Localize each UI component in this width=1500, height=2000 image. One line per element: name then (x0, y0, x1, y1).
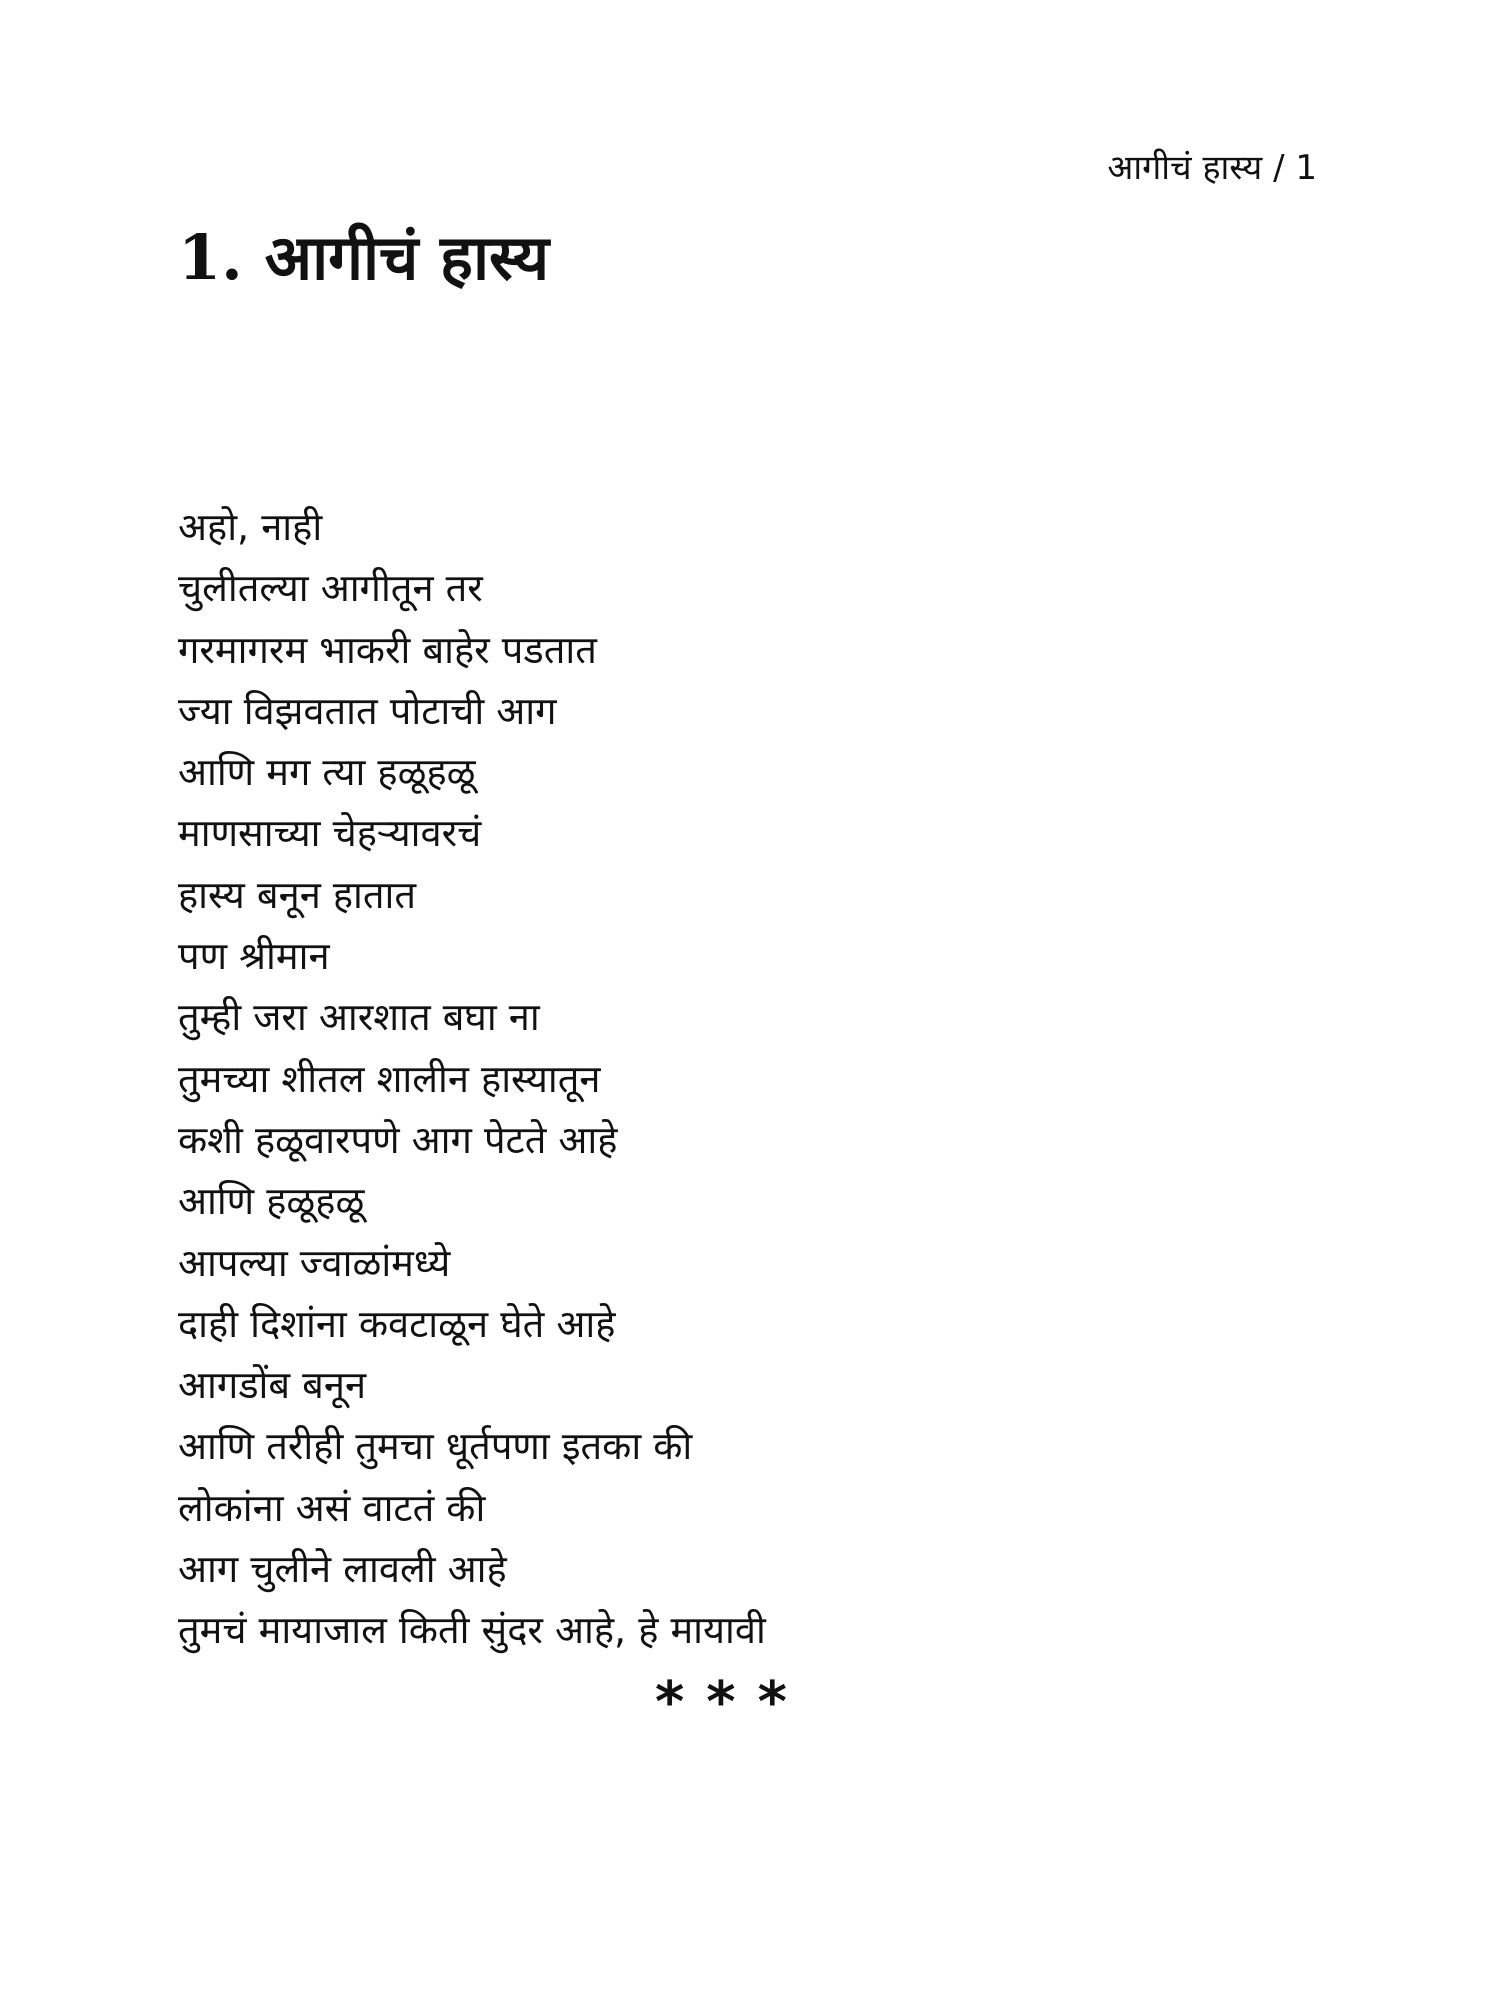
poem-line: अहो, नाही (178, 505, 323, 549)
poem-line: ज्या विझवतात पोटाची आग (178, 688, 557, 733)
chapter-number: 1. (178, 221, 243, 294)
poem-line: आणि हळूहळू (178, 1179, 365, 1224)
poem-line: तुमच्या शीतल शालीन हास्यातून (178, 1056, 601, 1101)
poem-line: गरमागरम भाकरी बाहेर पडतात (178, 627, 597, 672)
poem-line: दाही दिशांना कवटाळून घेते आहे (178, 1301, 616, 1346)
chapter-title: आगीचं हास्य (264, 221, 550, 294)
poem-line: माणसाच्या चेहऱ्यावरचं (178, 811, 482, 856)
poem-line: कशी हळूवारपणे आग पेटते आहे (178, 1117, 618, 1162)
running-header (1107, 146, 1317, 190)
poem-line: आगडोंब बनून (178, 1363, 367, 1408)
poem-line: लोकांना असं वाटतं की (178, 1485, 486, 1530)
poem-line: पण श्रीमान (178, 934, 330, 979)
poem-line: चुलीतल्या आगीतून तर (178, 566, 483, 611)
poem-line: आणि तरीही तुमचा धूर्तपणा इतका की (178, 1424, 693, 1469)
poem-line: आग चुलीने लावली आहे (178, 1547, 507, 1592)
poem-line: आणि मग त्या हळूहळू (178, 750, 476, 795)
end-ornament: *** (655, 1670, 809, 1735)
running-header-separator: / (1273, 148, 1285, 188)
poem-line: तुमचं मायाजाल किती सुंदर आहे, हे मायावी (178, 1608, 766, 1653)
poem-line: हास्य बनून हातात (178, 872, 417, 917)
poem-body (178, 497, 766, 1662)
running-header-title: आगीचं हास्य (1107, 148, 1263, 188)
poem-line: आपल्या ज्वाळांमध्ये (178, 1240, 451, 1285)
chapter-heading (178, 218, 549, 298)
page-number: 1 (1295, 148, 1317, 188)
poem-line: तुम्ही जरा आरशात बघा ना (178, 995, 540, 1040)
